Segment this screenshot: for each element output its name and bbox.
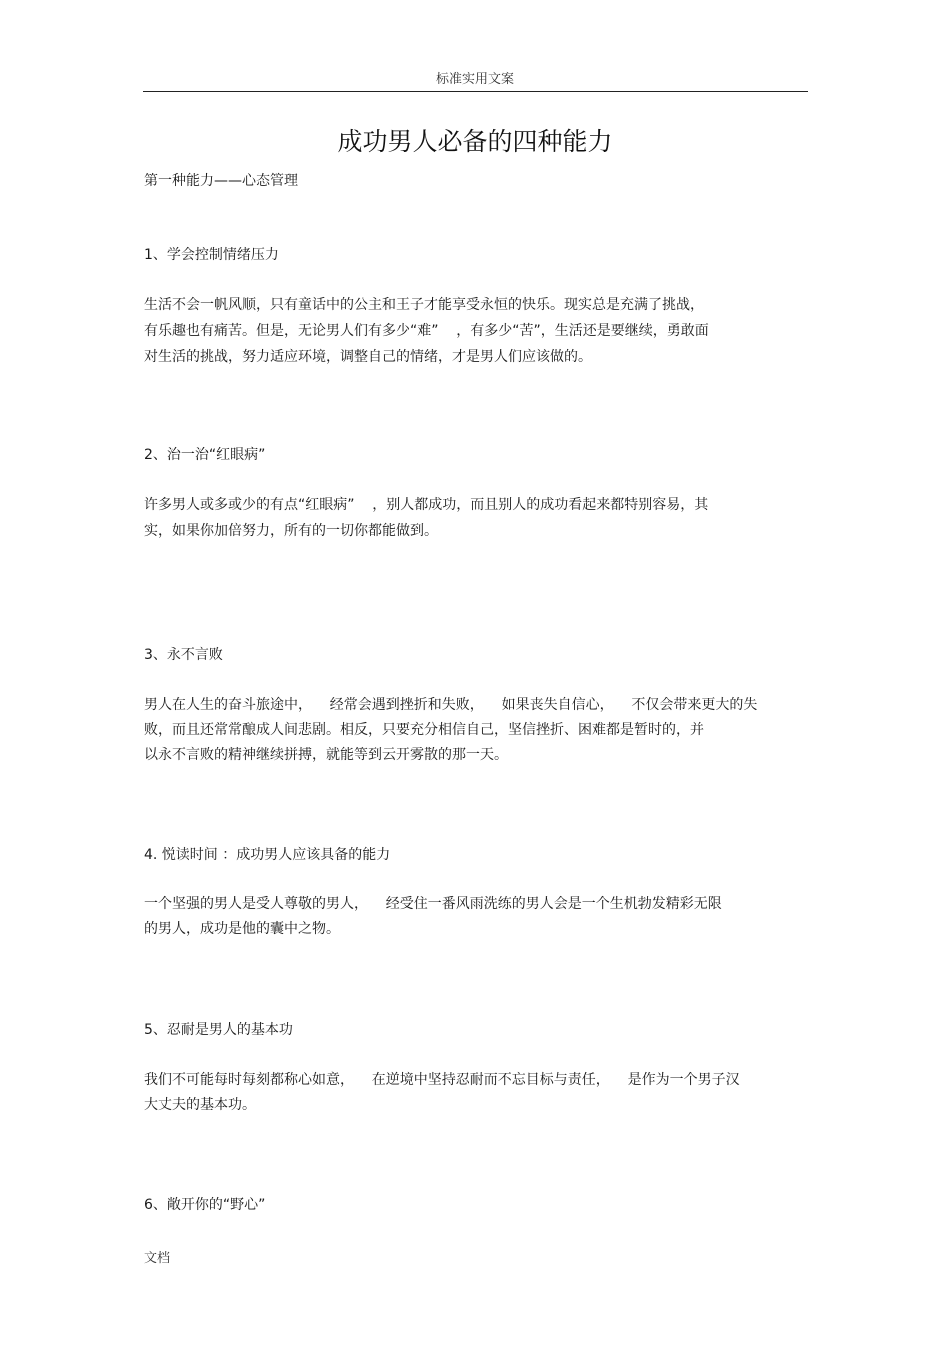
item-heading: 1、学会控制情绪压力 xyxy=(144,247,279,263)
paragraph-line: 败，而且还常常酿成人间悲剧。相反，只要充分相信自己，坚信挫折、困难都是暂时的，并 xyxy=(144,722,704,738)
paragraph-line: 对生活的挑战，努力适应环境，调整自己的情绪，才是男人们应该做的。 xyxy=(144,349,592,365)
page-footer: 文档 xyxy=(144,1251,171,1266)
item-heading: 3、永不言败 xyxy=(144,647,223,663)
paragraph-line: 男人在人生的奋斗旅途中， 经常会遇到挫折和失败， 如果丧失自信心， 不仅会带来更大的失 xyxy=(144,697,758,713)
paragraph-line: 的男人，成功是他的囊中之物。 xyxy=(144,921,340,937)
section-heading: 第一种能力——心态管理 xyxy=(144,173,298,189)
paragraph-line: 实，如果你加倍努力，所有的一切你都能做到。 xyxy=(144,523,438,539)
item-heading: 6、敞开你的“野心” xyxy=(144,1197,266,1213)
item-heading: 2、治一治“红眼病” xyxy=(144,447,266,463)
header-text: 标准实用文案 xyxy=(435,72,514,87)
paragraph-line: 有乐趣也有痛苦。但是，无论男人们有多少“难” ，有多少“苦”，生活还是要继续，勇敢面 xyxy=(144,323,709,339)
header-rule xyxy=(143,91,808,92)
paragraph-line: 生活不会一帆风顺，只有童话中的公主和王子才能享受永恒的快乐。现实总是充满了挑战， xyxy=(144,297,704,313)
paragraph-line: 大丈夫的基本功。 xyxy=(144,1097,256,1113)
item-heading: 5、忍耐是男人的基本功 xyxy=(144,1022,293,1038)
paragraph-line: 我们不可能每时每刻都称心如意， 在逆境中坚持忍耐而不忘目标与责任， 是作为一个男子汉 xyxy=(144,1072,740,1088)
paragraph-line: 许多男人或多或少的有点“红眼病” ，别人都成功，而且别人的成功看起来都特别容易，其 xyxy=(144,497,709,513)
paragraph-line: 以永不言败的精神继续拼搏，就能等到云开雾散的那一天。 xyxy=(144,747,508,763)
item-heading: 4. 悦读时间 ：成功男人应该具备的能力 xyxy=(144,847,391,863)
page-title: 成功男人必备的四种能力 xyxy=(337,127,613,156)
paragraph-line: 一个坚强的男人是受人尊敬的男人， 经受住一番风雨洗练的男人会是一个生机勃发精彩无限 xyxy=(144,896,722,912)
